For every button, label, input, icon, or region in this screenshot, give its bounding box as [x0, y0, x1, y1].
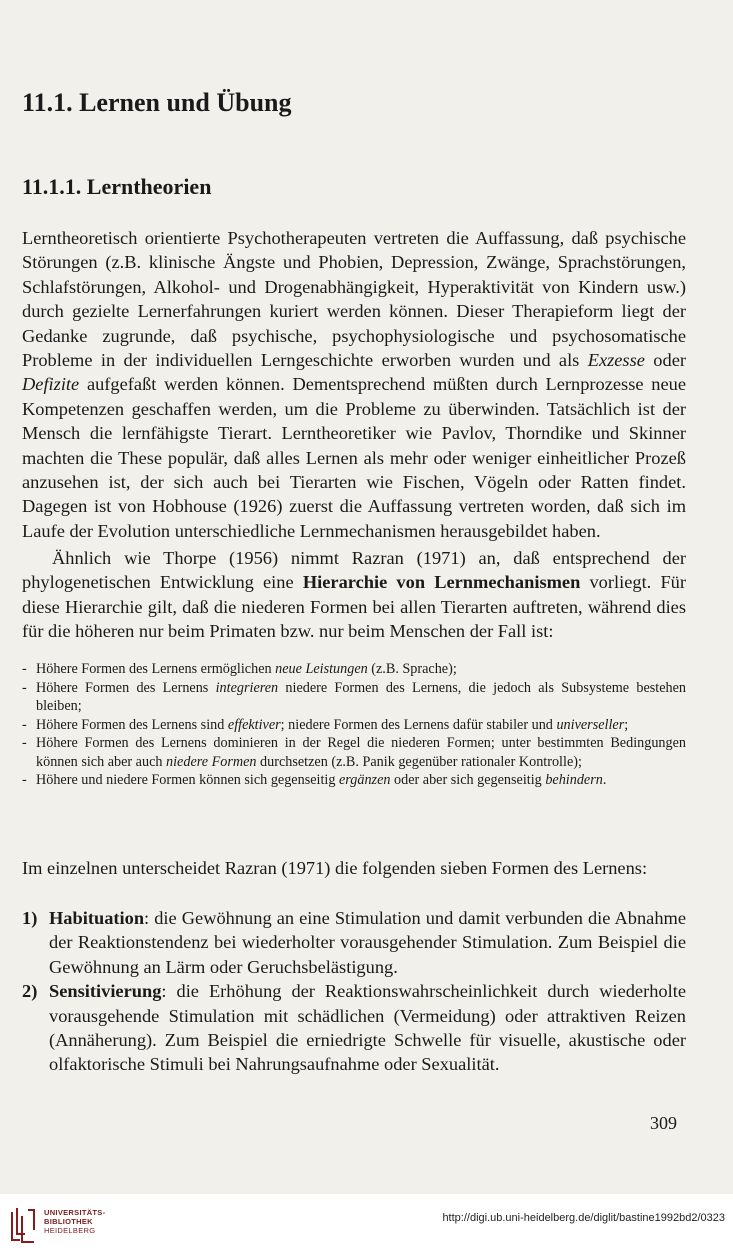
list-item-emphasis: neue Leistungen: [275, 661, 368, 677]
list-item: [22, 679, 686, 716]
emphasis-exzesse: Exzesse: [587, 350, 645, 371]
list-item-text: ; niedere Formen des Lernens dafür stabiler und: [280, 716, 557, 733]
list-item-text: niedere Formen des Lernens, die jedoch als Subsysteme bestehen bleiben;: [36, 679, 686, 714]
list-item: [22, 660, 686, 679]
list-item-emphasis: niedere Formen: [166, 753, 257, 770]
paragraph-text: Lerntheoretisch orientierte Psychotherapeuten vertreten die Auffassung, daß psychische Störungen (z.B. klinische Ängste und Phobien, Depression, Zwänge, Sprachstörungen, Schlafstörungen, Alkohol- und Drogenabhängigkeit, Hyperaktivität von Kindern usw.) durch gezielte Lernerfahrungen kuriert werden können. Dieser Therapieform liegt der Gedanke zugrunde, daß psychische, psychophysiologische und psychosomatische Probleme in der individuellen Lerngeschichte erworben wurden und als: [22, 228, 686, 371]
list-item-emphasis: integrieren: [215, 679, 279, 696]
section-heading: 11.1. Lernen und Übung: [22, 88, 292, 117]
bold-term: Hierarchie von Lernmechanismen: [302, 572, 581, 593]
list-item-text: ;: [624, 716, 629, 733]
list-item-emphasis: behindern: [545, 772, 603, 788]
list-item-text: (z.B. Sprache);: [367, 661, 457, 677]
list-item: [22, 771, 686, 790]
subsection-heading: 11.1.1. Lerntheorien: [22, 174, 212, 199]
paragraph-text: Ähnlich wie Thorpe (1956) nimmt Razran (1971) an, daß entsprechend der phylogenetischen Entwicklung eine: [22, 548, 686, 593]
learning-forms-list: [22, 906, 686, 1077]
paragraph-lerntheorien: [22, 226, 686, 543]
footer-bar: [0, 1194, 733, 1254]
page-number: 309: [650, 1113, 677, 1133]
list-item-text: Höhere Formen des Lernens dominieren in der Regel die niederen Formen; unter bestimmten Bedingungen können sich aber auch: [36, 735, 686, 770]
library-logo-icon: [8, 1206, 38, 1244]
list-item: [22, 734, 686, 771]
list-item-emphasis: universeller: [556, 716, 625, 733]
list-item-text: Höhere Formen des Lernens sind: [36, 716, 228, 733]
hierarchy-list: [22, 660, 686, 790]
paragraph-text: aufgefaßt werden können. Dementsprechend müßten durch Lernprozesse neue Kompetenzen geschaffen werden, um die Probleme zu überwinden. Tatsächlich ist der Mensch die lernfähigste Tierart. Lerntheoretiker wie Pavlov, Thorndike und Skinner machten die These populär, daß alles Lernen als mehr oder weniger einheitlicher Prozeß anzusehen ist, der sich auch bei Tierarten wie Fischen, Vögeln oder Ratten findet. Dagegen ist von Hobhouse (1926) zuerst die Auffassung vertreten worden, daß sich im Laufe der Evolution unterschiedliche Lernmechanismen herausgebildet haben.: [22, 374, 686, 541]
emphasis-defizite: Defizite: [22, 374, 80, 395]
item-text: : die Erhöhung der Reaktionswahrscheinlichkeit durch wiederholte vorausgehende Stimulation mit schädlichen (Vermeidung) oder attraktiven Reizen (Annäherung). Zum Beispiel die erniedrigte Schwelle für visuelle, akustische oder olfaktorische Stimuli bei Nahrungsaufnahme oder Sexualität.: [49, 981, 686, 1075]
item-number: 2): [22, 981, 38, 1002]
list-item-emphasis: effektiver: [227, 716, 281, 733]
learning-form-item: [22, 979, 686, 1077]
paragraph-hierarchie: [22, 546, 686, 644]
list-item-text: durchsetzen (z.B. Panik gegenüber rationaler Kontrolle);: [256, 753, 582, 770]
list-item-emphasis: ergänzen: [338, 772, 391, 788]
item-text: : die Gewöhnung an eine Stimulation und damit verbunden die Abnahme der Reaktionstendenz bei wiederholter vorausgehender Stimulation. Zum Beispiel die Gewöhnung an Lärm oder Geruchsbelästigung.: [49, 908, 686, 977]
library-name-line: BIBLIOTHEK: [44, 1217, 93, 1226]
paragraph-text: oder: [644, 350, 686, 371]
forms-intro: Im einzelnen unterscheidet Razran (1971) die folgenden sieben Formen des Lernens:: [22, 858, 648, 878]
item-term: Habituation: [49, 908, 145, 928]
paragraph-text: vorliegt. Für diese Hierarchie gilt, daß die niederen Formen bei allen Tierarten auftreten, während dies für die höheren nur beim Primaten bzw. nur beim Menschen der Fall ist:: [22, 572, 686, 642]
list-item-text: Höhere Formen des Lernens: [36, 679, 216, 696]
list-item: [22, 716, 686, 735]
list-item-text: Höhere Formen des Lernens ermöglichen: [36, 661, 276, 677]
library-name: [44, 1208, 105, 1235]
source-url-link[interactable]: http://digi.ub.uni-heidelberg.de/diglit/bastine1992bd2/0323: [442, 1212, 725, 1224]
item-number: 1): [22, 908, 38, 928]
learning-form-item: [22, 906, 686, 979]
library-name-line: HEIDELBERG: [44, 1226, 96, 1235]
list-item-text: .: [602, 772, 607, 788]
library-name-line: UNIVERSITÄTS-: [44, 1208, 106, 1217]
list-item-text: oder aber sich gegenseitig: [390, 772, 546, 788]
item-term: Sensitivierung: [49, 981, 162, 1002]
list-item-text: Höhere und niedere Formen können sich gegenseitig: [36, 772, 339, 788]
